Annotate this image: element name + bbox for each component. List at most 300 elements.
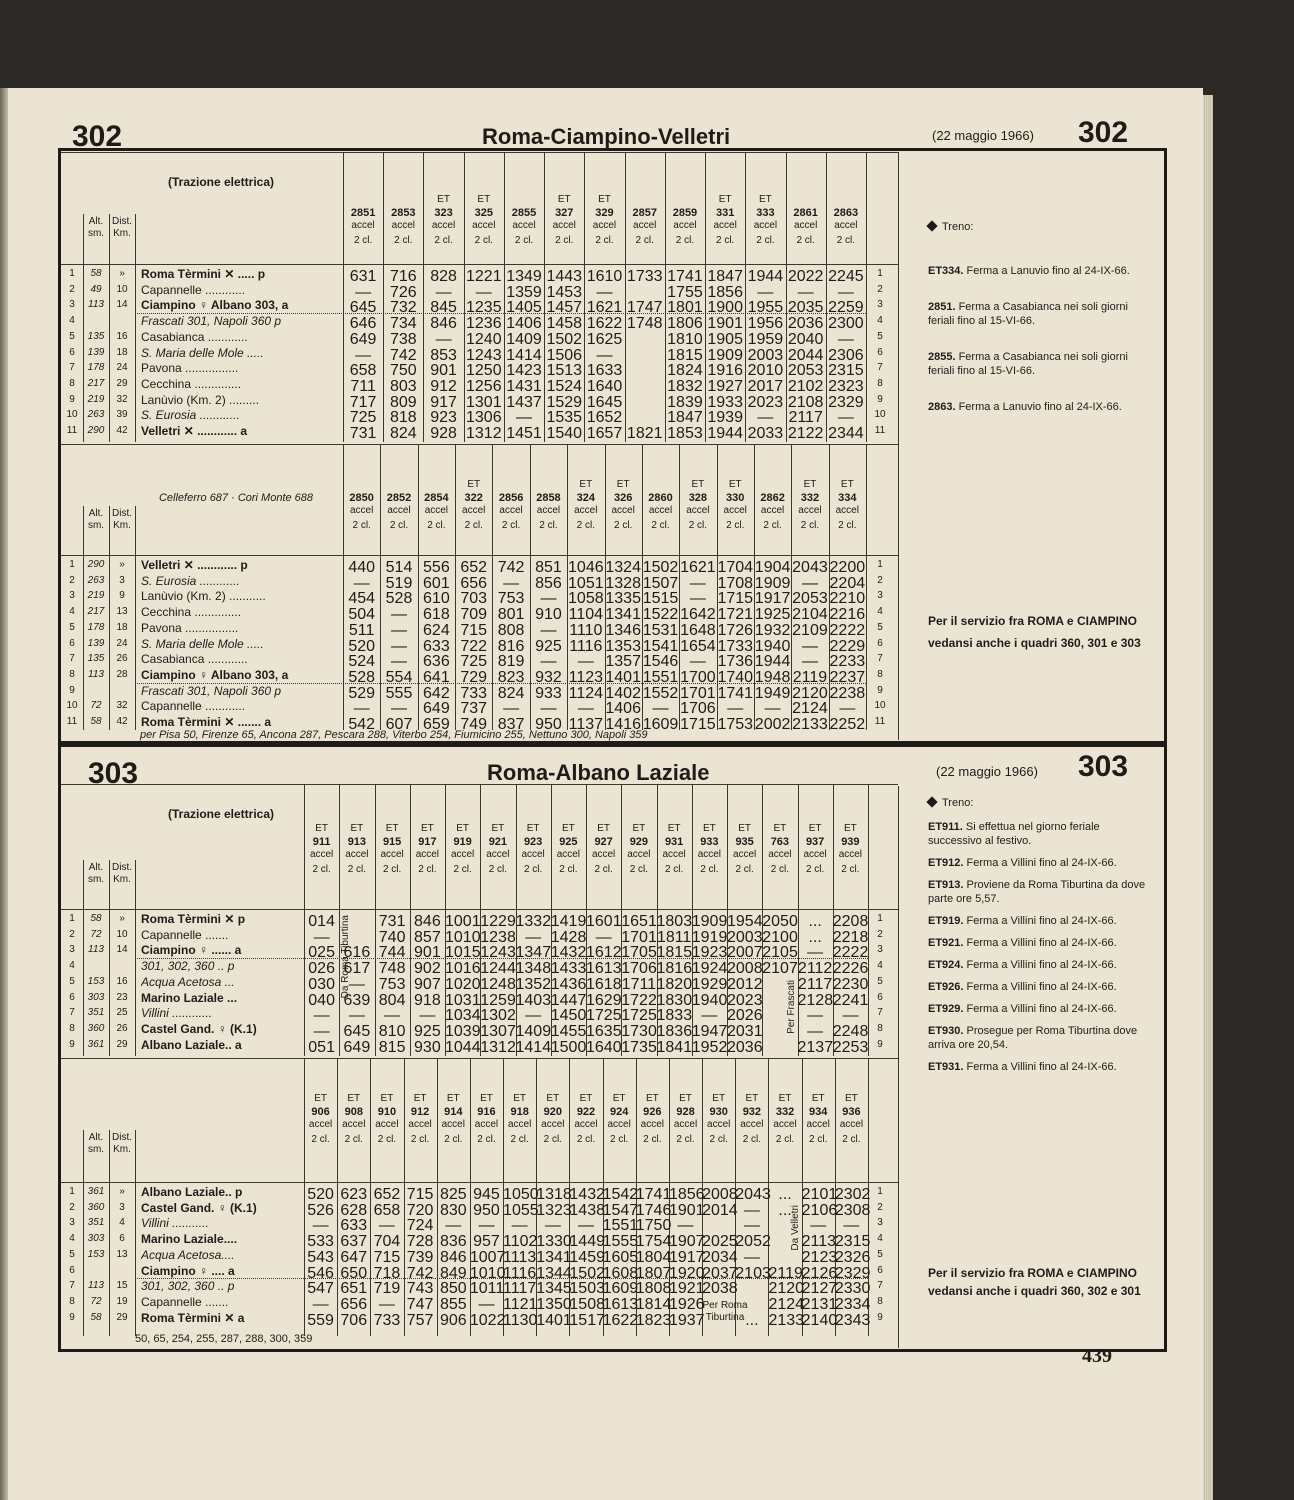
time-cell: 809 xyxy=(389,393,417,411)
row-distance: 29 xyxy=(116,1038,128,1050)
train-number: 929 xyxy=(629,836,649,848)
time-cell: 1508 xyxy=(569,1295,605,1313)
time-cell: 1736 xyxy=(717,653,754,671)
time-cell: 652 xyxy=(460,559,488,576)
time-cell: 1250 xyxy=(466,362,502,380)
time-cell: 637 xyxy=(340,1233,368,1251)
time-cell: 743 xyxy=(406,1280,434,1298)
time-cell: 846 xyxy=(430,315,457,333)
time-cell: 1433 xyxy=(550,960,587,978)
time-cell: 2306 xyxy=(828,346,864,364)
time-cell: 2233 xyxy=(829,653,866,671)
time-cell: 1403 xyxy=(515,991,552,1009)
time-cell: — xyxy=(596,283,613,301)
class-label: 2 cl. xyxy=(770,864,790,875)
time-cell: 1916 xyxy=(707,362,743,380)
time-cell: 1907 xyxy=(668,1233,705,1251)
note-item xyxy=(928,958,1148,972)
time-cell: 1359 xyxy=(506,283,542,301)
row-altitude: 72 xyxy=(90,1295,102,1307)
time-cell: 1832 xyxy=(667,377,703,395)
train-number: 913 xyxy=(347,836,367,848)
et-label: ET xyxy=(350,823,364,834)
station-name: Acqua Acetosa.... xyxy=(141,1247,235,1262)
time-cell: 2105 xyxy=(762,944,798,962)
time-cell: 1701 xyxy=(680,684,716,702)
time-cell: — xyxy=(596,346,613,364)
et-label: ET xyxy=(437,194,450,205)
et-label: ET xyxy=(526,823,540,834)
time-cell: 2022 xyxy=(787,268,824,285)
class-label: 2 cl. xyxy=(609,1134,629,1145)
class-label: 2 cl. xyxy=(643,1134,662,1145)
time-cell: 1517 xyxy=(569,1311,605,1329)
note-id: ET924. xyxy=(928,959,964,971)
notes-302 xyxy=(928,220,1148,436)
accel-label: accel xyxy=(349,505,374,516)
row-index: 9 xyxy=(69,393,75,405)
row-index-right: 1 xyxy=(877,559,883,570)
train-number: 921 xyxy=(488,836,508,848)
time-cell: 1940 xyxy=(691,991,728,1009)
time-cell: 1416 xyxy=(605,716,641,733)
time-cell: ... xyxy=(808,913,822,930)
time-cell: 724 xyxy=(406,1217,434,1235)
alt-header: Alt. sm. xyxy=(87,508,105,531)
time-cell: — xyxy=(475,283,492,301)
class-label: 2 cl. xyxy=(842,1134,861,1145)
time-cell: 2329 xyxy=(828,393,864,411)
time-cell: 1117 xyxy=(503,1280,537,1298)
row-index: 4 xyxy=(69,315,75,327)
class-label: 2 cl. xyxy=(514,235,534,246)
time-cell: 1432 xyxy=(550,944,587,962)
time-cell: 1754 xyxy=(635,1233,672,1251)
station-name: Villini ............ xyxy=(141,1006,213,1021)
class-label: 2 cl. xyxy=(312,864,331,875)
time-cell: 1815 xyxy=(656,944,693,962)
time-cell: 709 xyxy=(460,606,488,624)
class-label: 2 cl. xyxy=(453,864,472,875)
et-label: ET xyxy=(738,823,752,834)
time-cell: 1652 xyxy=(586,409,623,427)
time-cell: 910 xyxy=(535,606,562,624)
time-cell: 633 xyxy=(423,637,450,655)
row-altitude: 219 xyxy=(87,590,105,602)
et-label: ET xyxy=(803,479,817,490)
time-cell: 950 xyxy=(473,1201,500,1219)
time-cell: ... xyxy=(778,1201,792,1219)
time-cell: 1344 xyxy=(536,1264,572,1282)
time-cell: 1806 xyxy=(667,315,703,333)
time-cell: 2315 xyxy=(828,362,864,380)
time-cell: — xyxy=(689,574,706,592)
row-index: 1 xyxy=(69,268,75,279)
time-cell: — xyxy=(801,637,818,655)
station-name: Cecchina .............. xyxy=(141,376,242,391)
accel-label: accel xyxy=(342,1119,366,1130)
station-name: Casabianca ............ xyxy=(141,329,248,344)
accel-label: accel xyxy=(450,849,475,860)
time-cell: 1613 xyxy=(602,1295,639,1313)
time-cell: 1324 xyxy=(605,559,641,576)
table-number-right: 303 xyxy=(1078,750,1129,783)
time-cell: — xyxy=(503,700,520,718)
time-cell: 846 xyxy=(439,1248,467,1266)
accel-label: accel xyxy=(673,1119,698,1130)
column-rule xyxy=(135,214,136,442)
time-cell: 1937 xyxy=(668,1311,705,1329)
time-cell: 1613 xyxy=(586,960,622,978)
time-cell: ... xyxy=(778,1186,792,1203)
time-cell: 851 xyxy=(535,559,562,576)
time-cell: 907 xyxy=(414,975,441,993)
train-number: 919 xyxy=(453,836,472,848)
time-cell: 1622 xyxy=(602,1311,639,1329)
time-cell: 1955 xyxy=(747,299,784,317)
row-index-right: 7 xyxy=(877,1007,883,1019)
time-cell: 2102 xyxy=(787,377,824,395)
class-label: 2 cl. xyxy=(344,1134,363,1145)
row-index: 3 xyxy=(69,299,75,311)
time-cell: 804 xyxy=(378,991,406,1009)
vertical-note-da-velletri: Da Velletri xyxy=(790,1205,801,1251)
row-index-right: 4 xyxy=(877,315,883,327)
time-cell: 040 xyxy=(308,991,335,1009)
class-label: 2 cl. xyxy=(716,235,735,246)
row-altitude: 351 xyxy=(87,1007,105,1019)
time-cell: 2252 xyxy=(829,716,866,733)
time-cell: — xyxy=(384,1007,401,1025)
row-index-right: 9 xyxy=(877,1311,883,1323)
time-cell: — xyxy=(391,653,408,671)
et-label: ET xyxy=(420,823,434,834)
time-cell: 722 xyxy=(460,637,488,655)
train-number: 920 xyxy=(543,1106,562,1118)
time-cell: — xyxy=(801,574,818,592)
time-cell: 1438 xyxy=(569,1201,605,1219)
row-altitude: 263 xyxy=(87,574,105,586)
time-cell: — xyxy=(797,283,814,301)
time-cell: 554 xyxy=(385,668,413,686)
time-cell: 1347 xyxy=(515,944,552,962)
time-cell: 703 xyxy=(460,590,488,608)
et-label: ET xyxy=(773,823,787,834)
accel-label: accel xyxy=(415,849,440,860)
accel-label: accel xyxy=(673,220,697,231)
time-cell: 925 xyxy=(414,1022,441,1040)
class-label: 2 cl. xyxy=(347,864,367,875)
time-cell: 1847 xyxy=(667,409,703,427)
time-cell: 1039 xyxy=(445,1022,481,1040)
train-number: 923 xyxy=(523,836,543,848)
time-cell: 2043 xyxy=(735,1186,771,1203)
et-label: ET xyxy=(561,823,575,834)
per-roma-note: Per Roma Tiburtina xyxy=(702,1300,748,1323)
time-cell: 2120 xyxy=(768,1280,805,1298)
time-cell: 2315 xyxy=(834,1233,871,1251)
traction-label: (Trazione elettrica) xyxy=(167,807,275,821)
et-label: ET xyxy=(557,194,571,205)
station-name: Velletri ✕ ............ a xyxy=(141,424,248,438)
note-item xyxy=(928,1024,1148,1052)
train-number: 2852 xyxy=(386,492,412,504)
row-index: 7 xyxy=(69,1007,75,1019)
time-cell: — xyxy=(478,1295,495,1313)
time-cell: 717 xyxy=(349,393,377,411)
time-cell: 753 xyxy=(497,590,525,608)
time-cell: 529 xyxy=(348,684,376,702)
time-cell: 2008 xyxy=(727,960,763,978)
time-cell: 1808 xyxy=(635,1280,672,1298)
row-distance: 13 xyxy=(116,606,128,618)
time-cell: 1726 xyxy=(717,621,754,639)
et-label: ET xyxy=(667,823,681,834)
time-cell: 2218 xyxy=(832,928,869,946)
accel-label: accel xyxy=(424,505,449,516)
alt-header: Alt. sm. xyxy=(87,216,105,239)
time-cell: 853 xyxy=(430,346,457,364)
row-index-right: 3 xyxy=(877,944,883,956)
time-cell: — xyxy=(355,283,372,301)
class-label: 2 cl. xyxy=(756,235,775,246)
train-number: 325 xyxy=(474,207,493,219)
traction-label: (Trazione elettrica) xyxy=(167,175,275,189)
time-cell: 1348 xyxy=(515,960,552,978)
row-distance: 4 xyxy=(119,1217,125,1229)
row-index: 1 xyxy=(69,913,75,924)
station-name: Roma Tèrmini ✕ ..... p xyxy=(141,267,266,281)
accel-label: accel xyxy=(713,220,737,231)
train-number: 2851 xyxy=(350,207,376,219)
time-cell: 2031 xyxy=(727,1022,763,1040)
train-number: 922 xyxy=(576,1106,596,1118)
time-cell: — xyxy=(801,653,818,671)
note-item xyxy=(928,878,1148,906)
train-number: 930 xyxy=(709,1106,728,1118)
train-number: 2860 xyxy=(648,492,673,504)
note-id: ET912. xyxy=(928,857,964,869)
time-cell: — xyxy=(764,700,781,718)
time-cell: 1500 xyxy=(550,1038,587,1056)
train-number: 925 xyxy=(559,836,578,848)
row-index-right: 9 xyxy=(877,684,883,696)
row-altitude: 290 xyxy=(87,425,105,436)
time-cell: 2122 xyxy=(787,425,824,442)
accel-label: accel xyxy=(662,849,686,860)
row-index: 9 xyxy=(69,1311,75,1323)
time-cell: 514 xyxy=(385,559,413,576)
time-cell: 1904 xyxy=(754,559,791,576)
time-cell: 1022 xyxy=(469,1311,506,1329)
time-cell: 1853 xyxy=(667,425,703,442)
time-cell: 715 xyxy=(460,621,488,639)
et-label: ET xyxy=(467,479,481,490)
column-rule xyxy=(625,152,626,442)
time-cell: 744 xyxy=(378,944,406,962)
time-cell: 025 xyxy=(308,944,335,962)
station-name: Lanùvio (Km. 2) ......... xyxy=(141,392,260,407)
time-cell: 830 xyxy=(439,1201,467,1219)
row-index-right: 2 xyxy=(877,928,883,940)
accel-label: accel xyxy=(835,505,859,516)
time-cell: 524 xyxy=(348,653,376,671)
time-cell: 808 xyxy=(497,621,525,639)
time-cell: 1917 xyxy=(754,590,791,608)
time-cell: 1110 xyxy=(569,621,603,639)
time-cell: — xyxy=(511,1217,528,1235)
train-number: 2859 xyxy=(672,207,698,219)
time-cell: 1939 xyxy=(707,409,743,427)
time-cell: 624 xyxy=(423,621,450,639)
row-index-right: 5 xyxy=(877,621,883,633)
note-text: Ferma a Villini fino al 24-IX-66. xyxy=(963,937,1117,949)
time-cell: 649 xyxy=(423,700,450,718)
time-cell: 1901 xyxy=(668,1201,705,1219)
time-cell: 2038 xyxy=(702,1280,738,1298)
accel-label: accel xyxy=(591,849,616,860)
row-distance: 14 xyxy=(116,299,128,311)
time-cell: 2120 xyxy=(792,684,828,702)
time-cell: 1323 xyxy=(536,1201,572,1219)
row-altitude: 135 xyxy=(87,653,105,665)
time-cell: 2329 xyxy=(834,1264,871,1282)
station-name: Ciampino ♀ ...... a xyxy=(141,943,242,958)
class-label: 2 cl. xyxy=(539,520,558,531)
row-altitude: 113 xyxy=(88,1280,104,1292)
time-cell: 823 xyxy=(497,668,525,686)
time-cell: — xyxy=(743,1248,760,1266)
row-index-right: 2 xyxy=(877,283,883,295)
time-cell: — xyxy=(540,700,557,718)
notes-title xyxy=(928,796,1148,810)
time-cell: 1507 xyxy=(642,574,679,592)
time-cell: 1345 xyxy=(536,1280,572,1298)
train-number: 933 xyxy=(700,836,719,848)
time-cell: 1651 xyxy=(621,913,657,930)
time-cell: 1823 xyxy=(635,1311,672,1329)
time-cell: 1609 xyxy=(602,1280,639,1298)
time-cell: 1546 xyxy=(642,653,679,671)
note-text: Ferma a Villini fino al 24-IX-66. xyxy=(963,915,1117,927)
vertical-note-da-roma: Da Roma Tiburtina xyxy=(340,915,351,999)
time-cell: 2133 xyxy=(792,716,828,733)
time-cell: 2259 xyxy=(828,299,864,317)
row-altitude: 58 xyxy=(90,716,102,727)
accel-label: accel xyxy=(633,220,657,231)
time-cell: 733 xyxy=(373,1311,401,1329)
time-cell: 542 xyxy=(348,716,376,733)
accel-label: accel xyxy=(472,220,496,231)
time-cell: 1016 xyxy=(445,960,481,978)
time-cell: 715 xyxy=(406,1186,434,1203)
class-label: 2 cl. xyxy=(555,235,574,246)
column-rule xyxy=(866,152,867,442)
row-index-right: 7 xyxy=(877,362,883,374)
time-cell: 1238 xyxy=(480,928,516,946)
row-index: 3 xyxy=(69,590,75,602)
accel-label: accel xyxy=(408,1119,432,1130)
time-cell: 1905 xyxy=(707,330,743,348)
time-cell: — xyxy=(810,1217,827,1235)
train-number: 328 xyxy=(688,492,708,504)
time-cell: 650 xyxy=(340,1264,368,1282)
time-cell: 1824 xyxy=(667,362,703,380)
accel-label: accel xyxy=(611,505,635,516)
time-cell: 555 xyxy=(385,684,413,702)
time-cell: 2137 xyxy=(797,1038,834,1056)
train-number: 924 xyxy=(609,1106,629,1118)
train-number: 931 xyxy=(664,836,684,848)
row-distance: 10 xyxy=(116,928,128,940)
time-cell: 2034 xyxy=(702,1248,738,1266)
class-label: 2 cl. xyxy=(576,1134,596,1145)
row-altitude: 361 xyxy=(87,1038,105,1050)
time-cell: 1502 xyxy=(546,330,583,348)
station-name: Capannelle ............ xyxy=(141,282,246,297)
time-cell: 1540 xyxy=(546,425,583,442)
time-cell: 1924 xyxy=(691,960,728,978)
row-distance: 42 xyxy=(116,425,128,436)
time-cell: 051 xyxy=(308,1038,335,1056)
time-cell: — xyxy=(837,330,854,348)
station-name: Ciampino ♀ .... a xyxy=(141,1263,235,1278)
accel-label: accel xyxy=(536,505,561,516)
time-cell: 2216 xyxy=(829,606,866,624)
time-cell: — xyxy=(689,653,706,671)
time-cell: 2210 xyxy=(829,590,866,608)
time-cell: — xyxy=(540,590,557,608)
class-label: 2 cl. xyxy=(841,864,860,875)
station-name: 301, 302, 360 .. p xyxy=(141,959,235,974)
time-cell: 1705 xyxy=(621,944,657,962)
time-cell: 1034 xyxy=(445,1007,481,1025)
row-index: 3 xyxy=(69,1217,75,1229)
time-cell: 824 xyxy=(389,425,417,442)
time-cell: 656 xyxy=(460,574,488,592)
time-cell: 559 xyxy=(307,1311,334,1329)
row-index: 2 xyxy=(69,574,75,586)
class-label: 2 cl. xyxy=(595,235,614,246)
time-cell: 2124 xyxy=(768,1295,805,1313)
time-cell: 1621 xyxy=(680,559,716,576)
time-cell: — xyxy=(577,653,594,671)
time-cell: — xyxy=(577,700,594,718)
station-name: S. Eurosia ............ xyxy=(141,408,240,423)
time-cell: 1301 xyxy=(466,393,502,411)
train-number: 926 xyxy=(643,1106,662,1118)
row-index-right: 1 xyxy=(877,1186,883,1197)
class-label: 2 cl. xyxy=(418,864,437,875)
time-cell: 1401 xyxy=(536,1311,572,1329)
time-cell: 1608 xyxy=(602,1264,639,1282)
station-name: 301, 302, 360 .. p xyxy=(141,1279,235,1294)
et-label: ET xyxy=(811,1093,825,1104)
time-cell: 623 xyxy=(340,1186,368,1203)
time-cell: 2123 xyxy=(801,1248,838,1266)
time-cell: 1944 xyxy=(747,268,784,285)
column-rule xyxy=(83,214,84,442)
time-cell: 616 xyxy=(343,944,371,962)
time-cell: 747 xyxy=(406,1295,434,1313)
time-cell: 933 xyxy=(535,684,562,702)
time-cell: 2036 xyxy=(727,1038,763,1056)
station-name: Albano Laziale.. a xyxy=(141,1037,242,1052)
time-cell: 1820 xyxy=(656,975,693,993)
time-cell: 738 xyxy=(389,330,417,348)
accel-label: accel xyxy=(798,505,822,516)
time-cell: 618 xyxy=(423,606,450,624)
